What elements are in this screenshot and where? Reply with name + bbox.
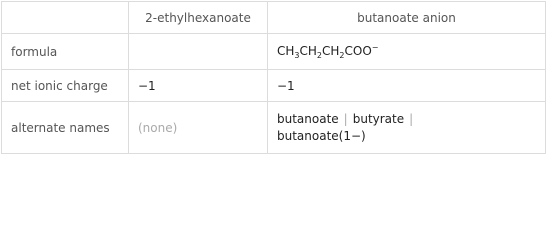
- formula-2-ethylhexanoate: [129, 34, 268, 70]
- names-2-ethylhexanoate: [129, 102, 268, 154]
- alternate-name: butanoate: [277, 111, 339, 126]
- name-separator: |: [409, 111, 414, 126]
- charge-2-ethylhexanoate: −1: [129, 70, 268, 102]
- alternate-name: butyrate: [352, 111, 405, 126]
- formula-subscript: 3: [294, 51, 300, 60]
- formula-part: COO: [344, 44, 372, 58]
- row-label-net-ionic-charge: net ionic charge: [2, 70, 129, 102]
- none-placeholder: (none): [138, 120, 178, 135]
- row-label-alternate-names: alternate names: [2, 102, 129, 154]
- formula-butanoate-anion: [268, 34, 546, 70]
- column-header-butanoate-anion: butanoate anion: [268, 2, 546, 34]
- comparison-table: [1, 1, 546, 154]
- charge-butanoate-anion: −1: [268, 70, 546, 102]
- header-empty-cell: [2, 2, 129, 34]
- formula-subscript: 2: [339, 51, 345, 60]
- formula-part: CH: [299, 44, 317, 58]
- column-header-2-ethylhexanoate: 2-ethylhexanoate: [129, 2, 268, 34]
- table-row-formula: [2, 34, 546, 70]
- names-butanoate-anion: [268, 102, 546, 154]
- formula-charge: −: [371, 43, 379, 52]
- row-label-formula: formula: [2, 34, 129, 70]
- formula-part: CH: [322, 44, 340, 58]
- alternate-name: butanoate(1−): [277, 128, 366, 143]
- table-row-alternate-names: [2, 102, 546, 154]
- formula-subscript: 2: [316, 51, 322, 60]
- name-separator: |: [343, 111, 348, 126]
- alternate-names-list: [277, 111, 536, 145]
- header-row: [2, 2, 546, 34]
- formula-part: CH: [277, 44, 295, 58]
- table-row-net-ionic-charge: [2, 70, 546, 102]
